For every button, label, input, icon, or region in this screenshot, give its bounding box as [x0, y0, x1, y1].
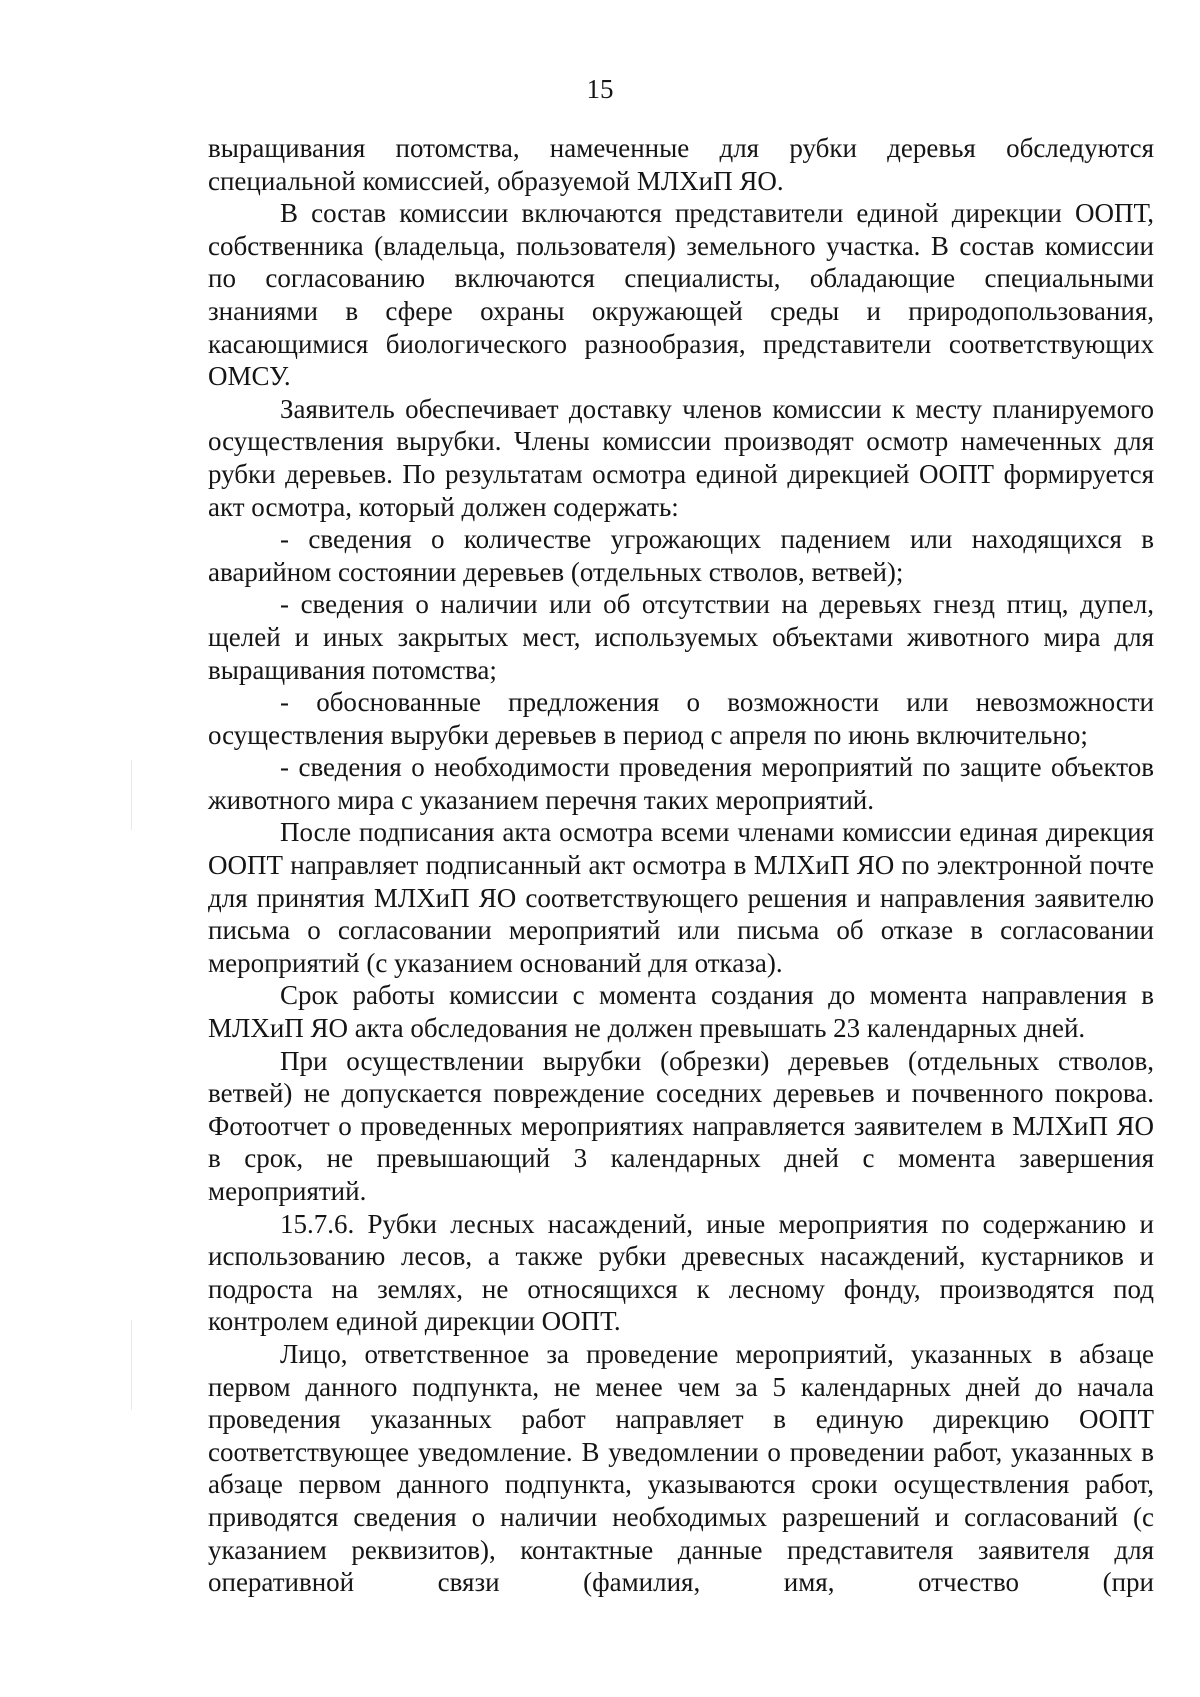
paragraph-applicant-delivery: Заявитель обеспечивает доставку членов комиссии к месту планируемого осуществления вырубки. Члены комиссии производят осмотр намеченных для рубки деревьев. По результатам осмотра единой дирекцией ООПТ формируется акт осмотра, который должен содержать:	[208, 393, 1154, 522]
scan-artifact-line	[131, 1320, 132, 1410]
list-item-nests-hollows: - сведения о наличии или об отсутствии на деревьях гнезд птиц, дупел, щелей и иных закрытых мест, используемых объектами животного мира для выращивания потомства;	[208, 589, 1154, 685]
paragraph-notification: Лицо, ответственное за проведение мероприятий, указанных в абзаце первом данного подпункта, не менее чем за 5 календарных дней до начала проведения указанных работ направляет в единую дирекцию ООПТ соответствующее уведомление. В уведомлении о проведении работ, указанных в абзаце первом данного подпункта, указываются сроки осуществления работ, приводятся сведения о наличии необходимых разрешений и согласований (с указанием реквизитов), контактные данные представителя заявителя для оперативной связи (фамилия, имя, отчество (при	[208, 1338, 1154, 1598]
list-item-protection-measures: - сведения о необходимости проведения мероприятий по защите объектов животного мира с указанием перечня таких мероприятий.	[208, 752, 1154, 815]
paragraph-felling-damage: При осуществлении вырубки (обрезки) деревьев (отдельных стволов, ветвей) не допускается повреждение соседних деревьев и почвенного покрова. Фотоотчет о проведенных мероприятиях направляется заявителем в МЛХиП ЯО в срок, не превышающий 3 календарных дней с момента завершения мероприятий.	[208, 1045, 1154, 1206]
paragraph-commission-composition: В состав комиссии включаются представители единой дирекции ООПТ, собственника (владельца, пользователя) земельного участка. В состав комиссии по согласованию включаются специалисты, обладающие специальными знаниями в сфере охраны окружающей среды и природопользования, касающимися биологического разнообразия, представители соответствующих ОМСУ.	[208, 198, 1154, 392]
paragraph-signing-act: После подписания акта осмотра всеми членами комиссии единая дирекция ООПТ направляет подписанный акт осмотра в МЛХиП ЯО по электронной почте для принятия МЛХиП ЯО соответствующего решения и направления заявителю письма о согласовании мероприятий или письма об отказе в согласовании мероприятий (с указанием оснований для отказа).	[208, 817, 1154, 978]
document-body	[208, 132, 1154, 1599]
scan-artifact-line	[131, 760, 132, 830]
list-item-threatening-trees: - сведения о количестве угрожающих падением или находящихся в аварийном состоянии деревьев (отдельных стволов, ветвей);	[208, 524, 1154, 587]
paragraph-section-15-7-6: 15.7.6. Рубки лесных насаждений, иные мероприятия по содержанию и использованию лесов, а также рубки древесных насаждений, кустарников и подроста на землях, не относящихся к лесному фонду, производятся под контролем единой дирекции ООПТ.	[208, 1208, 1154, 1337]
paragraph-commission-term: Срок работы комиссии с момента создания до момента направления в МЛХиП ЯО акта обследования не должен превышать 23 календарных дней.	[208, 980, 1154, 1044]
list-item-justified-proposals: - обоснованные предложения о возможности или невозможности осуществления вырубки деревьев в период с апреля по июнь включительно;	[208, 687, 1154, 750]
page-number: 15	[586, 74, 614, 104]
paragraph-continuation: выращивания потомства, намеченные для рубки деревья обследуются специальной комиссией, образуемой МЛХиП ЯО.	[208, 133, 1154, 196]
